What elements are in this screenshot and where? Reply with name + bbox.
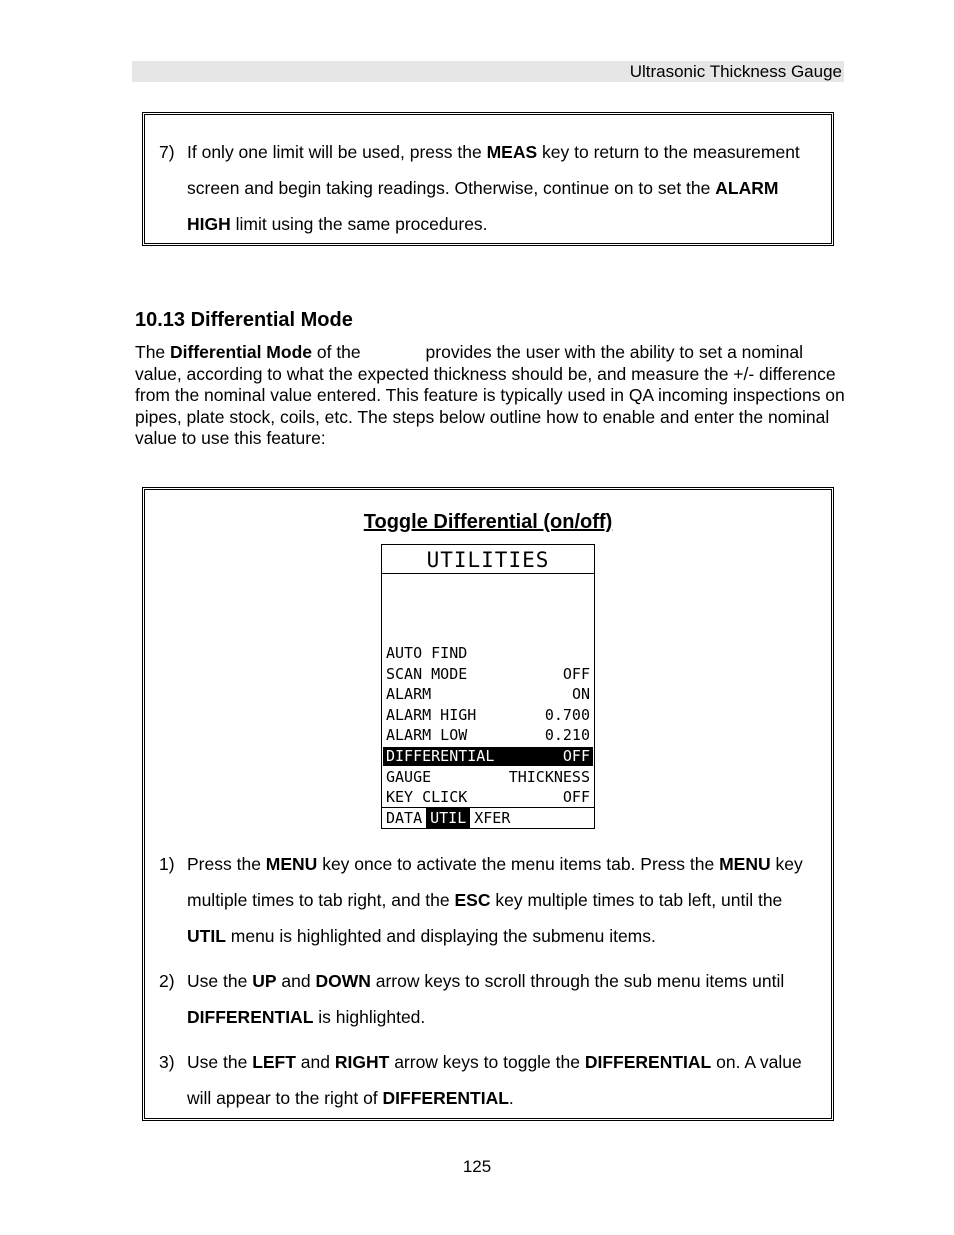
text: key multiple times to tab left, until the [490,890,783,910]
step-text [187,1044,817,1116]
text: on. A value will appear to the right of [187,1052,802,1108]
text: Use the [187,971,253,991]
text: and [295,1052,335,1072]
step-7 [159,134,817,242]
lcd-screen [381,544,595,829]
header-title: Ultrasonic Thickness Gauge [629,62,842,81]
intro-paragraph [135,342,850,450]
lcd-title: UTILITIES [426,548,550,572]
lcd-menu-label: AUTO FIND [386,644,468,662]
lcd-menu-row [383,706,593,725]
lcd-menu-label: DIFFERENTIAL [386,747,495,765]
key-name: UP [252,971,277,991]
text: and [276,971,316,991]
procedure-box [142,487,834,1121]
step-number: 3) [159,1052,175,1072]
procedure-title: Toggle Differential (on/off) [363,511,613,533]
text: of the [312,342,361,362]
lcd-tab: DATA [386,809,423,827]
key-name: MEAS [486,142,538,162]
text: arrow keys to toggle the [389,1052,585,1072]
key-name: RIGHT [334,1052,390,1072]
step-number: 1) [159,854,175,874]
text: Press the [187,854,266,874]
lcd-menu-value: OFF [562,788,590,807]
lcd-menu-value: 0.210 [544,726,590,745]
lcd-menu-value: ON [571,685,590,704]
text: . [508,1088,514,1108]
lcd-menu-label: ALARM LOW [386,726,468,745]
lcd-tab: UTIL [426,808,470,828]
lcd-divider [382,573,594,574]
key-name: DIFFERENTIAL [584,1052,712,1072]
lcd-tab: XFER [474,809,511,827]
text: limit using the same procedures. [230,214,488,234]
key-name: ALARM HIGH [187,178,779,234]
step-text [187,846,817,954]
lcd-menu-row [383,665,593,684]
text: arrow keys to scroll through the sub menu items until [370,971,785,991]
key-name: MENU [719,854,771,874]
step-number: 2) [159,971,175,991]
key-name: DIFFERENTIAL [382,1088,509,1108]
page-number: 125 [462,1157,492,1176]
note-box-step-7 [142,112,834,246]
key-name: DIFFERENTIAL [187,1007,314,1027]
lcd-menu-value: 0.700 [544,705,590,724]
lcd-menu-row [383,726,593,745]
key-name: LEFT [252,1052,296,1072]
key-name: ESC [454,890,491,910]
lcd-menu-label: ALARM HIGH [386,705,477,724]
text: is highlighted. [313,1007,426,1027]
step-3 [159,1044,817,1116]
lcd-menu-row [383,685,593,704]
text: key multiple times to tab right, and the [187,854,803,910]
step-number: 7) [159,142,175,162]
step-2 [159,963,817,1035]
step-1 [159,846,817,954]
key-name: UTIL [187,926,226,946]
lcd-tab-bar [382,807,594,828]
lcd-menu-row [383,768,593,787]
section-heading: 10.13 Differential Mode [135,309,353,331]
bold-term: Differential Mode [170,342,312,362]
step-text [187,963,817,1035]
text: key to return to the measurement screen and begin taking readings. Otherwise, continue on to set the [187,142,800,198]
lcd-menu-value: THICKNESS [508,767,590,786]
key-name: DOWN [315,971,371,991]
text: Use the [187,1052,253,1072]
lcd-menu-label: ALARM [386,685,432,704]
lcd-menu-value: OFF [562,747,590,765]
text: If only one limit will be used, press the [187,142,487,162]
key-name: MENU [265,854,318,874]
lcd-menu-row [383,747,593,766]
text: menu is highlighted and displaying the submenu items. [225,926,656,946]
lcd-menu-label: KEY CLICK [386,788,468,807]
lcd-menu-label: SCAN MODE [386,664,468,683]
step-text [187,134,817,242]
text: key once to activate the menu items tab. Press the [317,854,720,874]
running-header [132,61,844,82]
lcd-menu-label: GAUGE [386,767,432,786]
lcd-menu-value: OFF [562,664,590,683]
lcd-menu-row [383,788,593,807]
lcd-menu-row [383,644,593,663]
text: The [135,342,171,362]
text: provides the user with the ability to set a nominal value, according to what the expected thickness should be, and measure the +/- difference from the nominal value entered. This feature is typically used in QA incoming inspections on pipes, plate stock, coils, etc. The steps below outline how to enable and enter the nominal value to use this feature: [135,342,845,449]
